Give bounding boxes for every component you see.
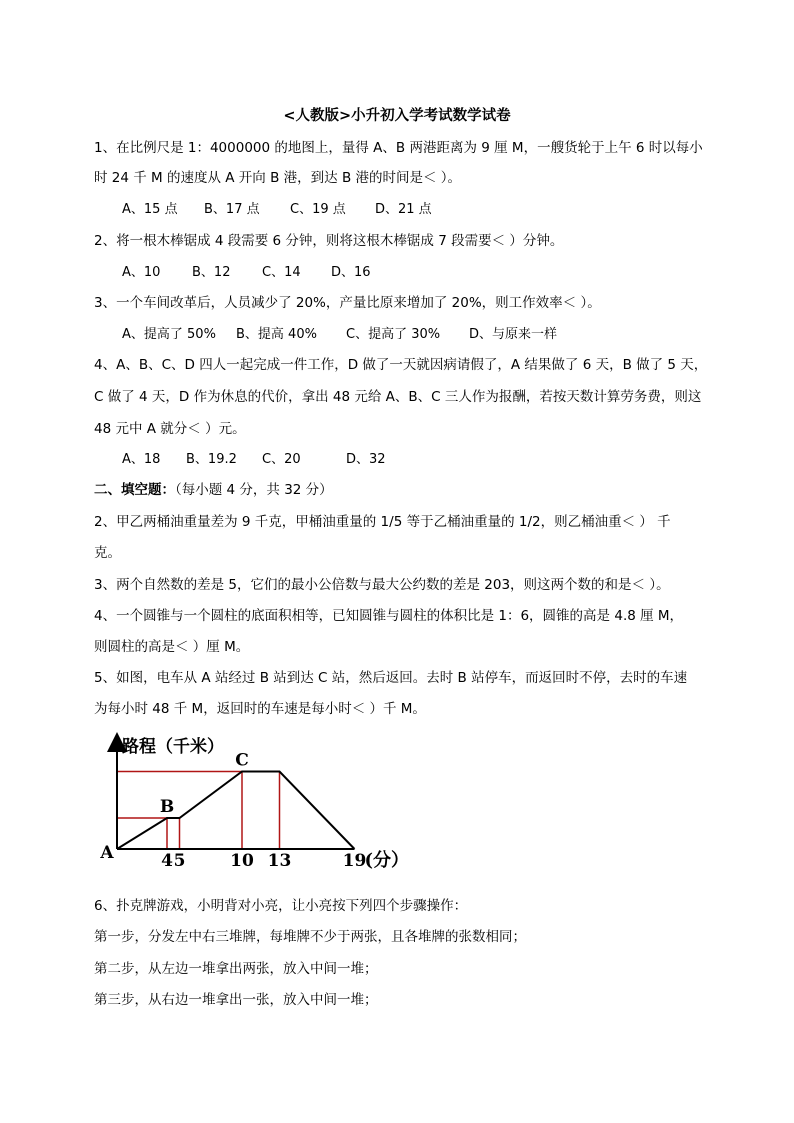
section-2-note: （每小题 4 分，共 32 分） [175, 482, 333, 498]
x-tick-label: 4 [161, 851, 173, 871]
question-4-option-a: A、18 [122, 452, 161, 467]
question-3-text-line-1: 3、一个车间改革后，人员减少了 20%，产量比原来增加了 20%，则工作效率＜ ）。 [94, 295, 601, 311]
x-tick-label: 19 [342, 851, 367, 871]
fill-4-text-line-2: 则圆柱的高是＜ ）厘 M。 [94, 639, 250, 655]
fill-5-text-line-1: 5、如图，电车从 A 站经过 B 站到达 C 站，然后返回。去时 B 站停车，而返回时不停，去时的车速 [94, 670, 688, 686]
question-4-option-b: B、19.2 [186, 452, 237, 467]
x-tick-label: 5 [173, 851, 186, 871]
question-1-text-line-1: 1、在比例尺是 1：4000000 的地图上，量得 A、B 两港距离为 9 厘 M，一艘货轮于上午 6 时以每小 [94, 140, 703, 156]
fill-6-text-line-4: 第三步，从右边一堆拿出一张，放入中间一堆； [94, 992, 378, 1008]
question-3-option-d: D、与原来一样 [469, 327, 558, 342]
question-2-option-a: A、10 [122, 265, 161, 280]
x-tick-label: 10 [230, 851, 254, 871]
question-4-text-line-1: 4、A、B、C、D 四人一起完成一件工作，D 做了一天就因病请假了，A 结果做了 6 天，B 做了 5 天， [94, 357, 708, 373]
question-2-option-d: D、16 [331, 265, 371, 280]
question-1-option-b: B、17 点 [204, 202, 260, 217]
question-3-option-b: B、提高 40% [236, 327, 317, 342]
route-line [117, 772, 355, 850]
fill-6-text-line-1: 6、扑克牌游戏，小明背对小亮，让小亮按下列四个步骤操作： [94, 898, 468, 914]
fill-4-text-line-1: 4、一个圆锥与一个圆柱的底面积相等，已知圆锥与圆柱的体积比是 1：6，圆锥的高是 4.8 厘 M， [94, 608, 684, 624]
question-1-option-c: C、19 点 [290, 202, 346, 217]
point-label-c: C [235, 750, 249, 771]
question-3-option-c: C、提高了 30% [346, 327, 441, 342]
question-3-option-a: A、提高了 50% [122, 327, 216, 342]
point-label-b: B [159, 797, 175, 817]
question-4-text-line-3: 48 元中 A 就分＜ ）元。 [94, 421, 246, 437]
page-title: <人教版>小升初入学考试数学试卷 [283, 108, 511, 124]
y-axis-label: 路程（千米） [122, 737, 224, 757]
question-4-option-c: C、20 [262, 452, 301, 467]
x-axis-label: (分） [364, 850, 410, 871]
fill-3-text-line-1: 3、两个自然数的差是 5，它们的最小公倍数与最大公约数的差是 203，则这两个数的和是＜ ）。 [94, 577, 670, 593]
fill-2-text-line-1: 2、甲乙两桶油重量差为 9 千克，甲桶油重量的 1/5 等于乙桶油重量的 1/2，则乙桶油重＜ ） 千 [94, 514, 671, 530]
question-4-option-d: D、32 [346, 452, 386, 467]
point-label-a: A [100, 843, 114, 863]
question-1-text-line-2: 时 24 千 M 的速度从 A 开向 B 港，到达 B 港的时间是＜ ）。 [94, 170, 462, 186]
fill-5-text-line-2: 为每小时 48 千 M，返回时的车速是每小时＜ ）千 M。 [94, 701, 426, 717]
fill-6-text-line-3: 第二步，从左边一堆拿出两张，放入中间一堆； [94, 961, 378, 977]
question-2-text-line-1: 2、将一根木棒锯成 4 段需要 6 分钟，则将这根木棒锯成 7 段需要＜ ）分钟。 [94, 233, 564, 249]
question-4-text-line-2: C 做了 4 天，D 作为休息的代价，拿出 48 元给 A、B、C 三人作为报酬，若按天数计算劳务费，则这 [94, 389, 702, 405]
x-tick-label: 13 [267, 851, 292, 871]
fill-6-text-line-2: 第一步，分发左中右三堆牌，每堆牌不少于两张，且各堆牌的张数相同； [94, 929, 526, 945]
question-2-option-b: B、12 [192, 265, 231, 280]
question-1-option-a: A、15 点 [122, 202, 178, 217]
fill-2-text-line-2: 克。 [94, 545, 121, 561]
question-2-option-c: C、14 [262, 265, 301, 280]
question-1-option-d: D、21 点 [375, 202, 432, 217]
section-2-title: 二、填空题： [94, 482, 175, 498]
